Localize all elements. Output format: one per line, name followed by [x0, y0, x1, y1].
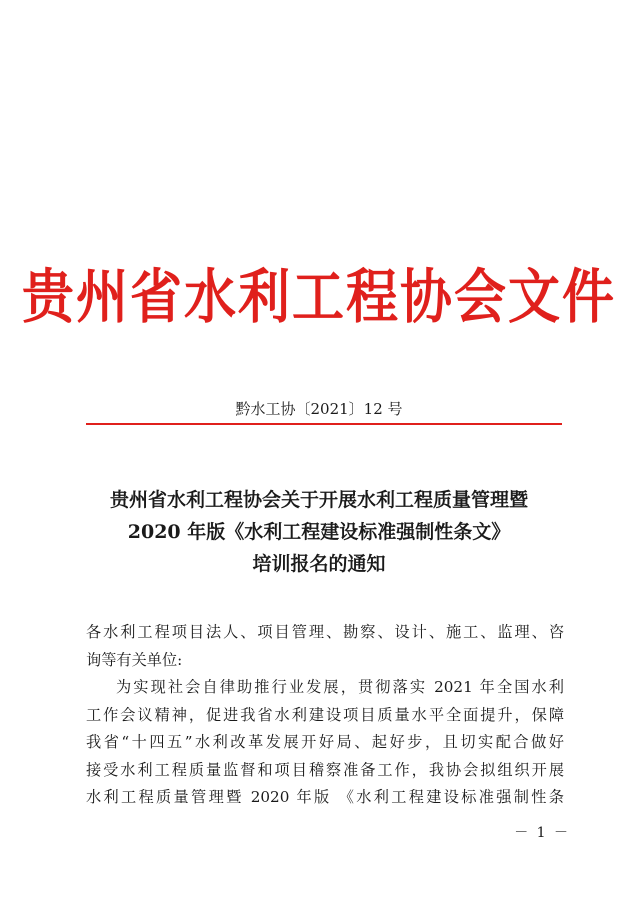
body-paragraph-line: 我省“十四五”水利改革发展开好局、起好步，且切实配合做好 — [86, 733, 564, 751]
body-paragraph-line: 为实现社会自律助推行业发展，贯彻落实 2021 年全国水利 — [116, 678, 564, 696]
body-paragraph-line: 工作会议精神，促进我省水利建设项目质量水平全面提升，保障 — [86, 705, 564, 724]
notice-body — [86, 619, 564, 812]
body-line-addressee-cont: 询等有关单位: — [86, 650, 183, 669]
notice-title-line: 2020 年版《水利工程建设标准强制性条文》 — [127, 521, 511, 543]
red-divider-line — [86, 423, 562, 425]
body-paragraph-line: 接受水利工程质量监督和项目稽察准备工作，我协会拟组织开展 — [86, 760, 564, 779]
notice-title-line: 培训报名的通知 — [252, 553, 386, 575]
page-number: － 1 － — [514, 825, 570, 841]
body-line-addressee: 各水利工程项目法人、项目管理、勘察、设计、施工、监理、咨 — [86, 623, 564, 641]
document-number: 黔水工协〔2021〕12 号 — [235, 400, 403, 418]
notice-title-line: 贵州省水利工程协会关于开展水利工程质量管理暨 — [109, 489, 528, 511]
org-header-title: 贵州省水利工程协会文件 — [21, 264, 616, 332]
notice-title — [60, 484, 578, 580]
body-paragraph-line: 水利工程质量管理暨 2020 年版 《水利工程建设标准强制性条 — [86, 788, 564, 806]
